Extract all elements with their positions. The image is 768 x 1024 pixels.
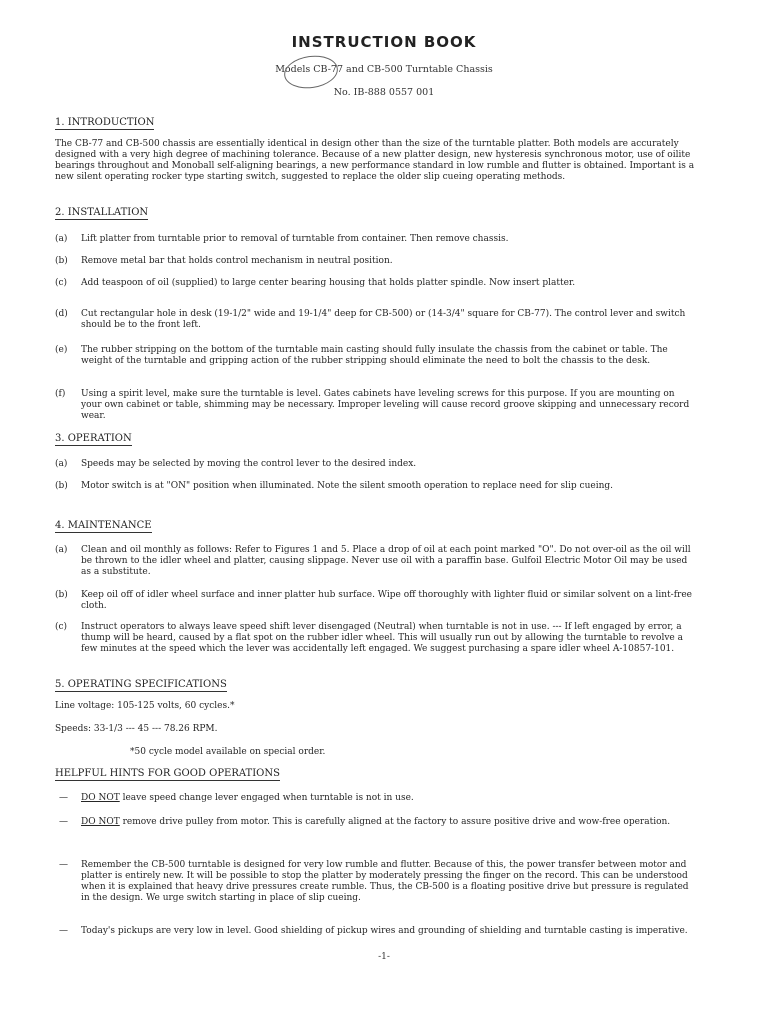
installation-item xyxy=(55,278,695,289)
section-heading-operation: 3. OPERATION xyxy=(55,433,132,444)
item-text: The rubber stripping on the bottom of the turntable main casting should fully insulate the chassis from the cabinet or table. The weight of the turntable and gripping action of the rubber stripping should eliminate the need to bolt the chassis to the desk. xyxy=(81,345,668,366)
hint-text: Today's pickups are very low in level. Good shielding of pickup wires and grounding of shielding and turntable casting is imperative. xyxy=(81,926,688,936)
section-heading-maintenance: 4. MAINTENANCE xyxy=(55,520,152,531)
cycle-note: *50 cycle model available on special order. xyxy=(130,747,326,757)
item-label: (b) xyxy=(55,590,68,600)
hint-item xyxy=(55,926,695,937)
introduction-paragraph: The CB-77 and CB-500 chassis are essentially identical in design other than the size of the turntable platter. Both models are accurately designed with a very high degree of machining tolerance. Because of a new platter design, new hysteresis synchronous motor, use of oilite bearings throughout and Monoball self-aligning bearings, a new performance standard in low rumble and flutter is obtained. Important is a new silent operating rocker type starting switch, suggested to replace the older slip cueing operating methods. xyxy=(55,139,695,182)
item-text: Speeds may be selected by moving the control lever to the desired index. xyxy=(81,459,417,469)
hint-item xyxy=(55,817,695,828)
item-label: (b) xyxy=(55,481,68,491)
dash-bullet: — xyxy=(59,817,68,827)
item-text: Motor switch is at "ON" position when illuminated. Note the silent smooth operation to replace need for slip cueing. xyxy=(81,481,613,491)
item-text: Keep oil off of idler wheel surface and inner platter hub surface. Wipe off thoroughly with lighter fluid or similar solvent on a lint-free cloth. xyxy=(81,590,693,611)
document-title: INSTRUCTION BOOK xyxy=(291,33,477,51)
section-heading-installation: 2. INSTALLATION xyxy=(55,207,149,218)
item-label: (e) xyxy=(55,345,68,355)
installation-item xyxy=(55,256,695,267)
item-label: (c) xyxy=(55,622,68,632)
handwritten-circle-mark xyxy=(282,52,340,91)
installation-item xyxy=(55,309,695,331)
page-number: -1- xyxy=(378,952,390,962)
dash-bullet: — xyxy=(59,793,68,803)
maintenance-item xyxy=(55,545,695,578)
hint-emphasis: DO NOT xyxy=(81,817,120,827)
item-label: (a) xyxy=(55,234,68,244)
item-label: (b) xyxy=(55,256,68,266)
document-number: No. IB-888 0557 001 xyxy=(333,87,435,98)
hint-emphasis: DO NOT xyxy=(81,793,120,803)
hint-text: remove drive pulley from motor. This is carefully aligned at the factory to assure positive drive and wow-free operation. xyxy=(119,817,671,827)
item-text: Using a spirit level, make sure the turntable is level. Gates cabinets have leveling screws for this purpose. If you are mounting on your own cabinet or table, shimming may be necessary. Improper leveling will cause record groove skipping and unnecessary record wear. xyxy=(81,389,690,421)
hint-item xyxy=(55,793,695,804)
item-text: Cut rectangular hole in desk (19-1/2" wide and 19-1/4" deep for CB-500) or (14-3/4" square for CB-77). The control lever and switch should be to the front left. xyxy=(81,309,686,330)
maintenance-item xyxy=(55,590,695,612)
maintenance-item xyxy=(55,622,695,655)
item-label: (c) xyxy=(55,278,68,288)
item-text: Remove metal bar that holds control mechanism in neutral position. xyxy=(81,256,393,266)
installation-item xyxy=(55,234,695,245)
item-text: Lift platter from turntable prior to removal of turntable from container. Then remove chassis. xyxy=(81,234,509,244)
dash-bullet: — xyxy=(59,926,68,936)
hint-text: Remember the CB-500 turntable is designed for very low rumble and flutter. Because of this, the power transfer between motor and platter is entirely new. It will be possible to stop the platter by moderately pressing the finger on the record. This can be understood when it is explained that heavy drive pressures create rumble. Thus, the CB-500 is a floating positive drive but pressure is regulated in the design. We urge switch starting in place of slip cueing. xyxy=(81,860,689,903)
operation-item xyxy=(55,481,695,492)
installation-item xyxy=(55,345,695,367)
dash-bullet: — xyxy=(59,860,68,870)
speeds-spec: Speeds: 33-1/3 --- 45 --- 78.26 RPM. xyxy=(55,724,218,734)
item-label: (d) xyxy=(55,309,68,319)
item-text: Clean and oil monthly as follows: Refer to Figures 1 and 5. Place a drop of oil at each point marked "O". Do not over-oil as the oil will be thrown to the idler wheel and platter, causing slippage. Never use oil with a paraffin base. Gulfoil Electric Motor Oil may be used as a substitute. xyxy=(81,545,691,577)
item-label: (f) xyxy=(55,389,66,399)
models-subtitle: Models CB-77 and CB-500 Turntable Chassis xyxy=(275,64,493,75)
section-heading-helpful-hints: HELPFUL HINTS FOR GOOD OPERATIONS xyxy=(55,768,280,779)
line-voltage-spec: Line voltage: 105-125 volts, 60 cycles.* xyxy=(55,701,235,711)
item-label: (a) xyxy=(55,545,68,555)
hint-text: leave speed change lever engaged when turntable is not in use. xyxy=(119,793,414,803)
section-heading-introduction: 1. INTRODUCTION xyxy=(55,117,155,128)
item-label: (a) xyxy=(55,459,68,469)
item-text: Instruct operators to always leave speed shift lever disengaged (Neutral) when turntable is not in use. --- If left engaged by error, a thump will be heard, caused by a flat spot on the rubber idler wheel. This will usually run out by allowing the turntable to revolve a few minutes at the speed which the lever was accidentally left engaged. We suggest purchasing a spare idler wheel A-10857-101. xyxy=(81,622,683,654)
section-heading-specifications: 5. OPERATING SPECIFICATIONS xyxy=(55,679,227,690)
operation-item xyxy=(55,459,695,470)
item-text: Add teaspoon of oil (supplied) to large center bearing housing that holds platter spindle. Now insert platter. xyxy=(81,278,576,288)
installation-item xyxy=(55,389,695,422)
hint-item xyxy=(55,860,695,904)
